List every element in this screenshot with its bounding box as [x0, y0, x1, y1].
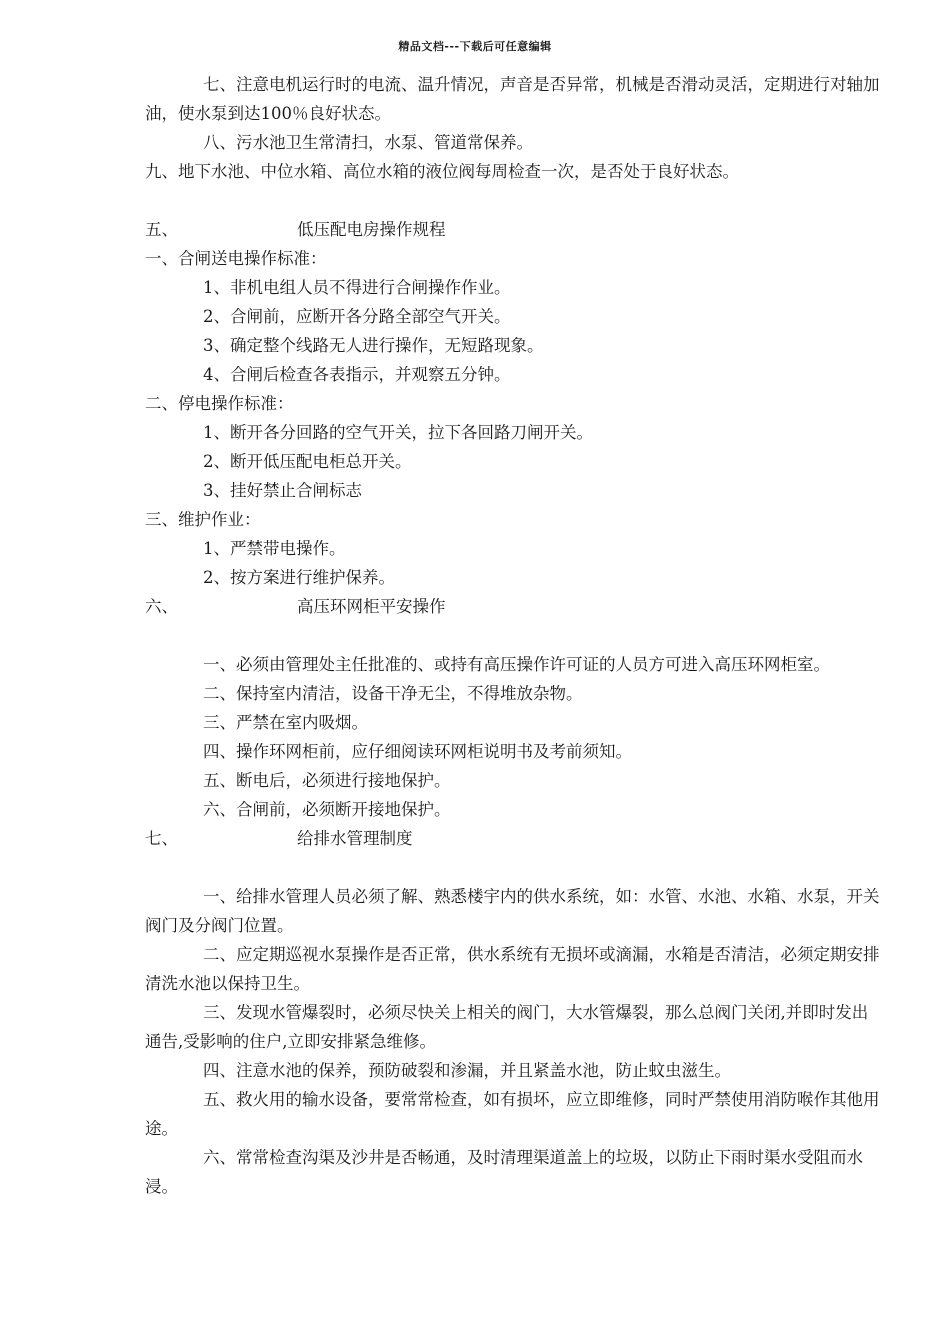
section-6-heading [145, 592, 880, 621]
pump-item-9: 九、地下水池、中位水箱、高位水箱的液位阀每周检查一次，是否处于良好状态。 [145, 162, 739, 181]
document-body [145, 70, 880, 1201]
section-6-number: 六、 [145, 597, 178, 616]
section-7-title: 给排水管理制度 [297, 829, 413, 848]
list-item: 1、非机电组人员不得进行合闸操作作业。 [203, 278, 511, 297]
section-5-heading [145, 215, 880, 244]
list-item: 3、挂好禁止合闸标志 [203, 481, 362, 500]
list-item: 1、断开各分回路的空气开关，拉下各回路刀闸开关。 [203, 423, 593, 442]
section-5-title: 低压配电房操作规程 [297, 220, 446, 239]
section-7-number: 七、 [145, 829, 178, 848]
section-5-sub-3: 三、维护作业： [145, 510, 261, 529]
list-item: 四、注意水池的保养，预防破裂和渗漏，并且紧盖水池，防止蚊虫滋生。 [203, 1061, 731, 1080]
section-5-sub-1: 一、合闸送电操作标准： [145, 249, 327, 268]
list-item: 二、应定期巡视水泵操作是否正常，供水系统有无损坏或滴漏，水箱是否清洁，必须定期安排清洗水池以保持卫生。 [145, 945, 880, 993]
list-item: 一、给排水管理人员必须了解、熟悉楼宇内的供水系统，如：水管、水池、水箱、水泵，开关阀门及分阀门位置。 [145, 887, 880, 935]
list-item: 六、合闸前，必须断开接地保护。 [203, 800, 451, 819]
list-item: 六、常常检查沟渠及沙井是否畅通，及时清理渠道盖上的垃圾，以防止下雨时渠水受阻而水浸。 [145, 1148, 863, 1196]
list-item: 四、操作环网柜前，应仔细阅读环网柜说明书及考前须知。 [203, 742, 632, 761]
section-5-sub-2: 二、停电操作标准： [145, 394, 294, 413]
list-item: 三、严禁在室内吸烟。 [203, 713, 368, 732]
list-item: 五、救火用的输水设备，要常常检查，如有损坏，应立即维修，同时严禁使用消防喉作其他用途。 [145, 1090, 880, 1138]
list-item: 2、断开低压配电柜总开关。 [203, 452, 412, 471]
section-6-title: 高压环网柜平安操作 [297, 597, 446, 616]
section-7-heading [145, 824, 880, 853]
list-item: 3、确定整个线路无人进行操作，无短路现象。 [203, 336, 544, 355]
list-item: 2、合闸前，应断开各分路全部空气开关。 [203, 307, 511, 326]
page-header: 精品文档---下载后可任意编辑 [398, 40, 552, 53]
list-item: 2、按方案进行维护保养。 [203, 568, 395, 587]
list-item: 1、严禁带电操作。 [203, 539, 346, 558]
section-5-number: 五、 [145, 220, 178, 239]
list-item: 二、保持室内清洁，设备干净无尘，不得堆放杂物。 [203, 684, 583, 703]
list-item: 4、合闸后检查各表指示，并观察五分钟。 [203, 365, 511, 384]
pump-item-8: 八、污水池卫生常清扫，水泵、管道常保养。 [203, 133, 533, 152]
list-item: 一、必须由管理处主任批准的、或持有高压操作许可证的人员方可进入高压环网柜室。 [203, 655, 830, 674]
list-item: 三、发现水管爆裂时，必须尽快关上相关的阀门，大水管爆裂，那么总阀门关闭,并即时发出通告,受影响的住户,立即安排紧急维修。 [145, 1003, 869, 1051]
list-item: 五、断电后，必须进行接地保护。 [203, 771, 451, 790]
pump-item-7: 七、注意电机运行时的电流、温升情况，声音是否异常，机械是否滑动灵活，定期进行对轴加油，使水泵到达100％良好状态。 [145, 75, 880, 123]
